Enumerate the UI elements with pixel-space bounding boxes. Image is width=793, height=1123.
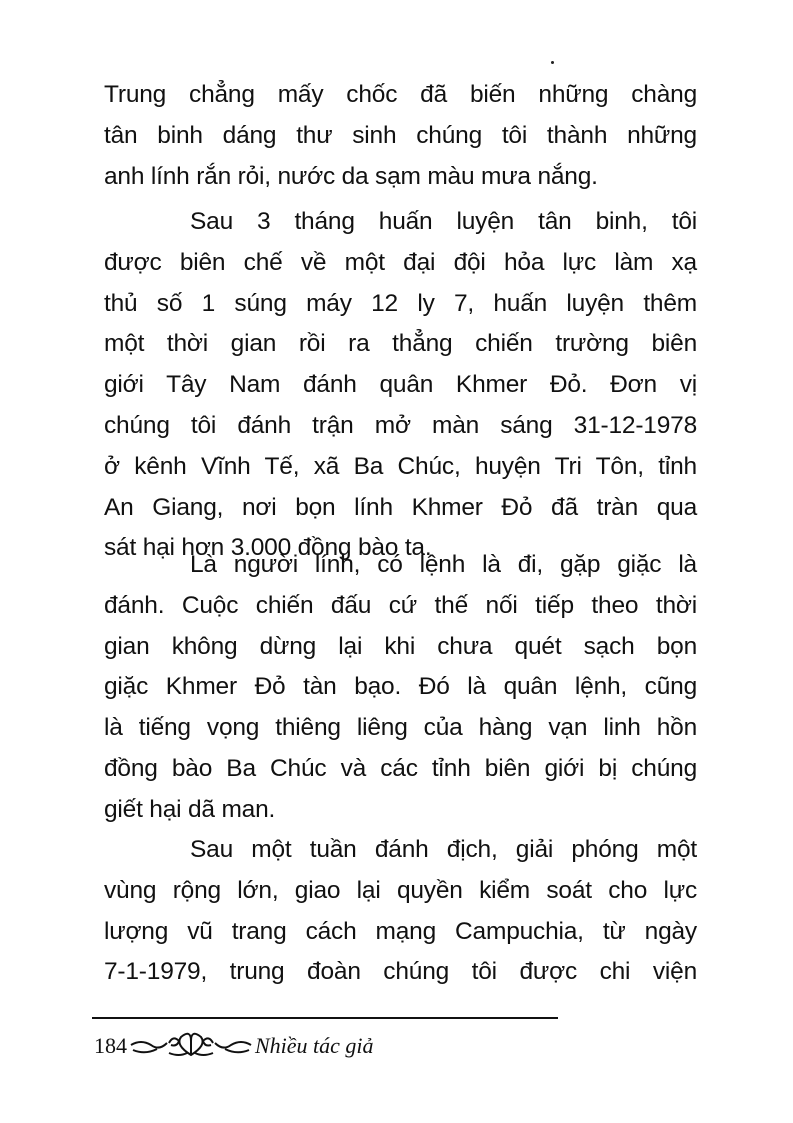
paragraph (104, 545, 697, 831)
page-number: 184 (94, 1033, 127, 1058)
paragraph (104, 202, 697, 569)
text-line: Sau một tuần đánh địch, giải phóng một (190, 836, 697, 863)
paragraph (104, 75, 697, 197)
text-line: sát hại hơn 3.000 đồng bào ta. (104, 534, 432, 562)
book-title: Nhiều tác giả (255, 1033, 374, 1058)
speck-mark (551, 61, 554, 64)
text-line: 7-1-1979, trung đoàn chúng tôi được chi viện (104, 958, 697, 986)
text-line: giặc Khmer Đỏ tàn bạo. Đó là quân lệnh, cũng (104, 673, 697, 701)
text-line: tân binh dáng thư sinh chúng tôi thành những (104, 121, 697, 149)
text-line: lượng vũ trang cách mạng Campuchia, từ ngày (104, 917, 697, 945)
text-line: đánh. Cuộc chiến đấu cứ thế nối tiếp theo thời (104, 591, 697, 619)
text-line: gian không dừng lại khi chưa quét sạch bọn (104, 632, 697, 660)
text-line: Sau 3 tháng huấn luyện tân binh, tôi (190, 208, 697, 235)
text-line: chúng tôi đánh trận mở màn sáng 31-12-1978 (104, 411, 697, 439)
text-line: đồng bào Ba Chúc và các tỉnh biên giới bị chúng (104, 754, 697, 782)
decorative-flourish-icon (129, 1031, 253, 1061)
text-line: giới Tây Nam đánh quân Khmer Đỏ. Đơn vị (104, 371, 697, 399)
text-line: giết hại dã man. (104, 795, 276, 823)
footer-rule (92, 1017, 558, 1019)
text-line: ở kênh Vĩnh Tế, xã Ba Chúc, huyện Tri Tôn, tỉnh (104, 452, 697, 480)
paragraph (104, 830, 697, 993)
text-line: thủ số 1 súng máy 12 ly 7, huấn luyện thêm (104, 289, 697, 317)
text-line: là tiếng vọng thiêng liêng của hàng vạn linh hồn (104, 714, 697, 742)
page-footer (94, 1028, 374, 1064)
text-line: được biên chế về một đại đội hỏa lực làm xạ (104, 248, 697, 276)
text-line: anh lính rắn rỏi, nước da sạm màu mưa nắng. (104, 162, 598, 190)
text-line: Trung chẳng mấy chốc đã biến những chàng (104, 81, 697, 108)
text-line: vùng rộng lớn, giao lại quyền kiểm soát cho lực (104, 876, 697, 904)
text-line: một thời gian rồi ra thẳng chiến trường biên (104, 330, 697, 358)
text-line: Là người lính, có lệnh là đi, gặp giặc là (190, 551, 697, 578)
text-line: An Giang, nơi bọn lính Khmer Đỏ đã tràn qua (104, 493, 697, 521)
